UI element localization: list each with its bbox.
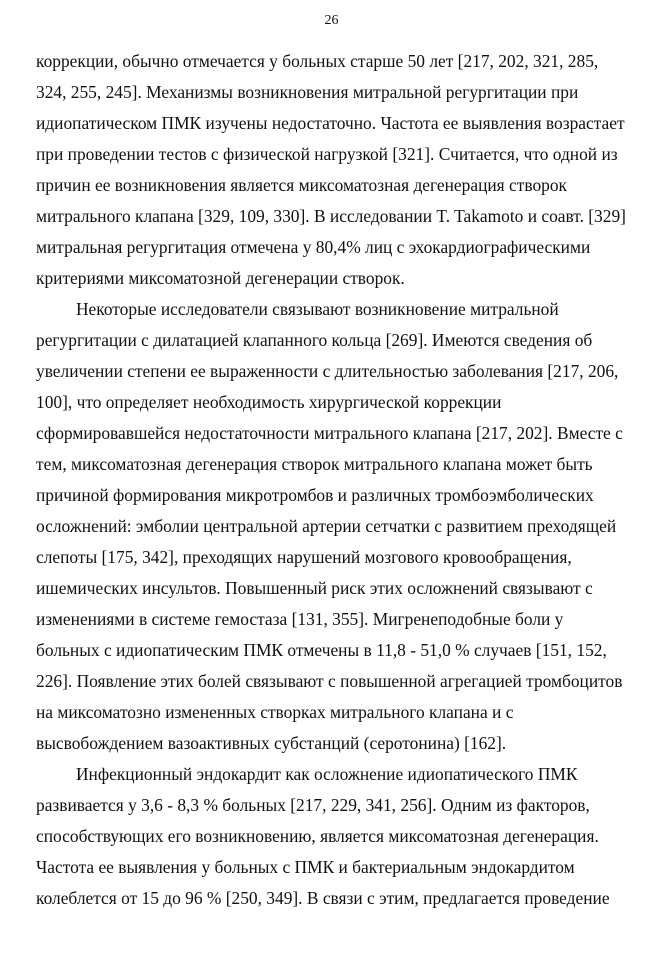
text-line: 226]. Появление этих болей связывают с повышенной агрегацией тромбоцитов [36,671,623,691]
text-line: больных с идиопатическим ПМК отмечены в 11,8 - 51,0 % случаев [151, 152, [36,640,607,660]
body-text [36,46,630,914]
text-line: высвобождением вазоактивных субстанций (серотонина) [162]. [36,733,507,753]
text-line: Частота ее выявления у больных с ПМК и бактериальным эндокардитом [36,857,575,877]
text-line: причиной формирования микротромбов и различных тромбоэмболических [36,485,594,505]
text-line: 324, 255, 245]. Механизмы возникновения митральной регургитации при [36,82,579,102]
text-line: идиопатическом ПМК изучены недостаточно. Частота ее выявления возрастает [36,113,625,133]
paragraph [36,759,630,914]
text-line: Некоторые исследователи связывают возникновение митральной [76,299,559,319]
text-line: сформировавшейся недостаточности митрального клапана [217, 202]. Вместе с [36,423,623,443]
text-line: Инфекционный эндокардит как осложнение идиопатического ПМК [76,764,578,784]
text-line: способствующих его возникновению, является миксоматозная дегенерация. [36,826,599,846]
text-line: слепоты [175, 342], преходящих нарушений мозгового кровообращения, [36,547,572,567]
text-line: митральная регургитация отмечена у 80,4% лиц с эхокардиографическими [36,237,591,257]
paragraph [36,46,630,294]
text-line: колеблется от 15 до 96 % [250, 349]. В связи с этим, предлагается проведение [36,888,610,908]
text-line: критериями миксоматозной дегенерации створок. [36,268,405,288]
paragraph [36,294,630,759]
text-line: митрального клапана [329, 109, 330]. В исследовании T. Takamoto и соавт. [329] [36,206,626,226]
text-line: при проведении тестов с физической нагрузкой [321]. Считается, что одной из [36,144,618,164]
text-line: развивается у 3,6 - 8,3 % больных [217, 229, 341, 256]. Одним из факторов, [36,795,590,815]
text-line: коррекции, обычно отмечается у больных старше 50 лет [217, 202, 321, 285, [36,51,599,71]
text-line: изменениями в системе гемостаза [131, 355]. Мигренеподобные боли у [36,609,564,629]
text-line: регургитации с дилатацией клапанного кольца [269]. Имеются сведения об [36,330,593,350]
text-line: осложнений: эмболии центральной артерии сетчатки с развитием преходящей [36,516,617,536]
text-line: тем, миксоматозная дегенерация створок митрального клапана может быть [36,454,593,474]
text-line: на миксоматозно измененных створках митрального клапана и с [36,702,514,722]
text-line: ишемических инсультов. Повышенный риск этих осложнений связывают с [36,578,593,598]
page-number: 26 [324,13,339,28]
text-line: увеличении степени ее выраженности с длительностью заболевания [217, 206, [36,361,619,381]
text-line: причин ее возникновения является миксоматозная дегенерация створок [36,175,567,195]
text-line: 100], что определяет необходимость хирургической коррекции [36,392,502,412]
